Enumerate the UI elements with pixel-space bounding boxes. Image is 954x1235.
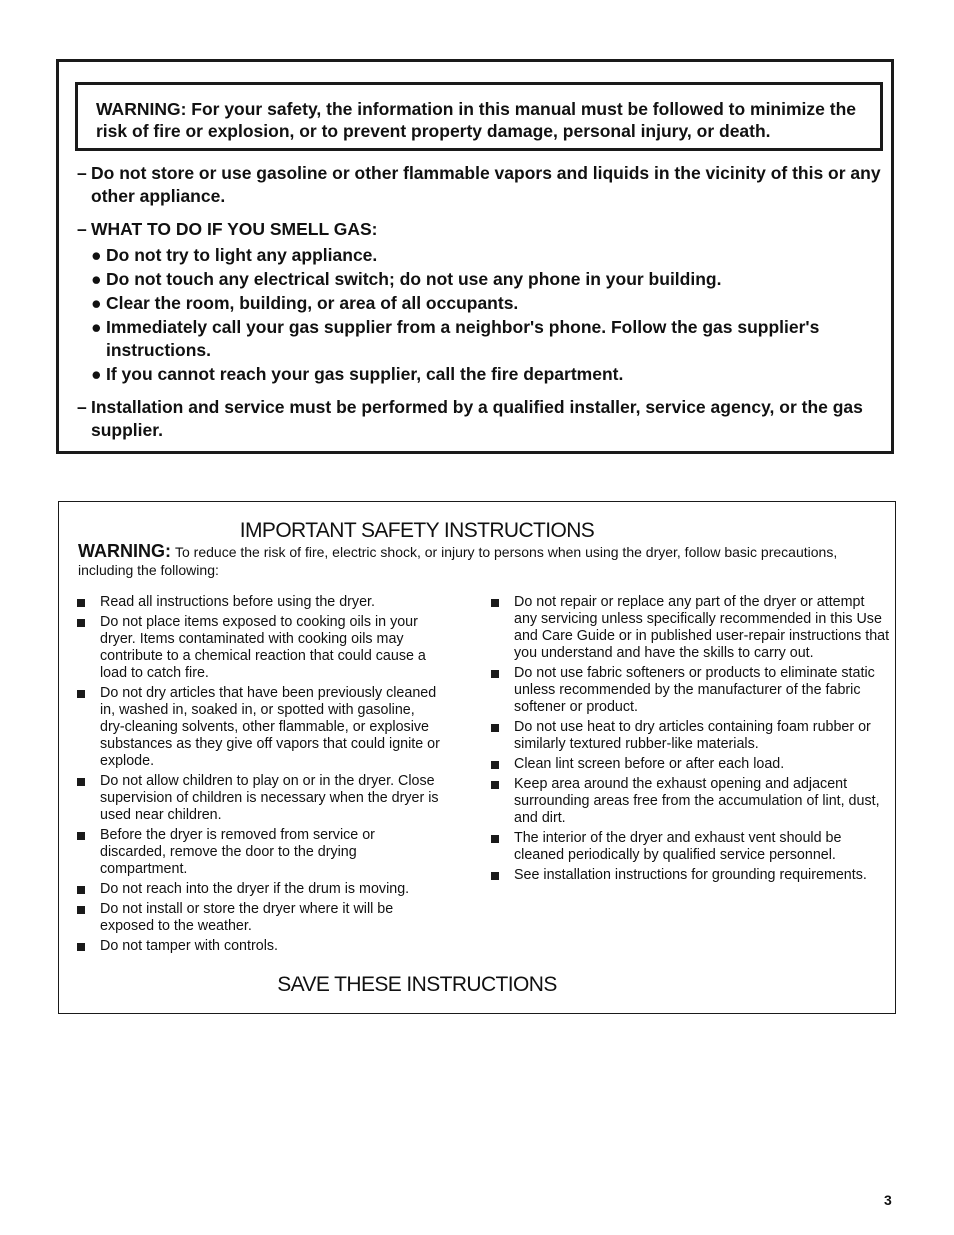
square-bullet-icon (491, 835, 499, 843)
square-bullet-icon (77, 619, 85, 627)
list-item-text: The interior of the dryer and exhaust vent should be cleaned periodically by qualified service personnel. (514, 830, 842, 863)
bullet-marker: ● (91, 364, 102, 384)
gas-step (91, 363, 887, 386)
list-item (77, 938, 442, 955)
list-item-text: Do not install or store the dryer where it will be exposed to the weather. (100, 901, 394, 934)
dash-marker: – (77, 219, 87, 239)
gas-step-text: Do not try to light any appliance. (106, 245, 378, 265)
list-item-text: Do not reach into the dryer if the drum is moving. (100, 881, 410, 897)
gas-step (91, 244, 887, 267)
list-item (491, 594, 891, 662)
list-item (77, 901, 442, 935)
list-item-text: See installation instructions for grounding requirements. (514, 867, 867, 883)
bullet-marker: ● (91, 269, 102, 289)
gas-warning-box (56, 59, 894, 454)
square-bullet-icon (491, 724, 499, 732)
installation-item (77, 396, 887, 442)
bullet-marker: ● (91, 293, 102, 313)
square-bullet-icon (491, 761, 499, 769)
list-item-text: Do not use fabric softeners or products to eliminate static unless recommended by the manufacturer of the fabric softener or product. (514, 665, 875, 715)
important-safety-box (58, 501, 896, 1014)
gas-step-text: If you cannot reach your gas supplier, call the fire department. (106, 364, 624, 384)
square-bullet-icon (77, 943, 85, 951)
square-bullet-icon (491, 670, 499, 678)
bullet-marker: ● (91, 245, 102, 265)
gas-instructions (77, 162, 887, 442)
gas-step (91, 292, 887, 315)
list-item (77, 827, 442, 878)
installation-text: Installation and service must be performed by a qualified installer, service agency, or the gas supplier. (91, 397, 863, 440)
gas-step-text: Do not touch any electrical switch; do not use any phone in your building. (106, 269, 722, 289)
list-item-text: Before the dryer is removed from service or discarded, remove the door to the drying compartment. (100, 827, 375, 877)
square-bullet-icon (77, 690, 85, 698)
smell-gas-item (77, 218, 887, 241)
safety-list-left (77, 594, 442, 958)
square-bullet-icon (491, 599, 499, 607)
list-item (77, 685, 442, 770)
list-item (77, 881, 442, 898)
list-item-text: Keep area around the exhaust opening and adjacent surrounding areas free from the accumulation of lint, dust, and dirt. (514, 776, 880, 826)
list-item-text: Do not repair or replace any part of the dryer or attempt any servicing unless specifically recommended in this Use and Care Guide or in published user-repair instructions that you understand and have the skills to carry out. (514, 594, 890, 661)
list-item (491, 665, 891, 716)
safety-list-right (491, 594, 891, 887)
smell-gas-steps (91, 244, 887, 386)
gas-step-text: Clear the room, building, or area of all occupants. (106, 293, 519, 313)
list-item-text: Do not tamper with controls. (100, 938, 278, 954)
list-item (491, 776, 891, 827)
safety-intro (78, 542, 868, 579)
warning-intro-text: To reduce the risk of fire, electric shock, or injury to persons when using the dryer, follow basic precautions, including the following: (78, 544, 838, 578)
dash-marker: – (77, 163, 87, 183)
gas-step (91, 268, 887, 291)
list-item-text: Do not use heat to dry articles containing foam rubber or similarly textured rubber-like materials. (514, 719, 871, 752)
save-instructions-heading: SAVE THESE INSTRUCTIONS (277, 973, 557, 996)
gasoline-storage-text: Do not store or use gasoline or other flammable vapors and liquids in the vicinity of this or any other appliance. (91, 163, 881, 206)
safety-warning-banner: WARNING: For your safety, the information in this manual must be followed to minimize the risk of fire or explosion, or to prevent property damage, personal injury, or death. (75, 82, 883, 151)
square-bullet-icon (77, 906, 85, 914)
list-item (491, 830, 891, 864)
list-item (77, 614, 442, 682)
square-bullet-icon (77, 599, 85, 607)
list-item (77, 773, 442, 824)
square-bullet-icon (77, 778, 85, 786)
list-item (491, 719, 891, 753)
list-item-text: Do not place items exposed to cooking oils in your dryer. Items contaminated with cooking oils may contribute to a chemical reaction that could cause a load to catch fire. (100, 614, 426, 681)
list-item-text: Read all instructions before using the dryer. (100, 594, 375, 610)
list-item-text: Do not allow children to play on or in the dryer. Close supervision of children is necessary when the dryer is used near children. (100, 773, 439, 823)
square-bullet-icon (491, 872, 499, 880)
dash-marker: – (77, 397, 87, 417)
list-item (491, 867, 891, 884)
smell-gas-heading: WHAT TO DO IF YOU SMELL GAS: (91, 219, 378, 239)
list-item (77, 594, 442, 611)
safety-title: IMPORTANT SAFETY INSTRUCTIONS (239, 519, 595, 542)
gas-step-text: Immediately call your gas supplier from a neighbor's phone. Follow the gas supplier's instructions. (106, 317, 820, 360)
square-bullet-icon (77, 832, 85, 840)
bullet-marker: ● (91, 317, 102, 337)
square-bullet-icon (77, 886, 85, 894)
list-item-text: Clean lint screen before or after each load. (514, 756, 785, 772)
page-number: 3 (884, 1192, 892, 1208)
list-item-text: Do not dry articles that have been previously cleaned in, washed in, soaked in, or spotted with gasoline, dry-cleaning solvents, other flammable, or explosive substances as they give off vapors that could ignite or explode. (100, 685, 440, 769)
warning-label: WARNING: (78, 541, 171, 561)
list-item (491, 756, 891, 773)
gas-step (91, 316, 887, 362)
square-bullet-icon (491, 781, 499, 789)
gasoline-storage-item (77, 162, 887, 208)
